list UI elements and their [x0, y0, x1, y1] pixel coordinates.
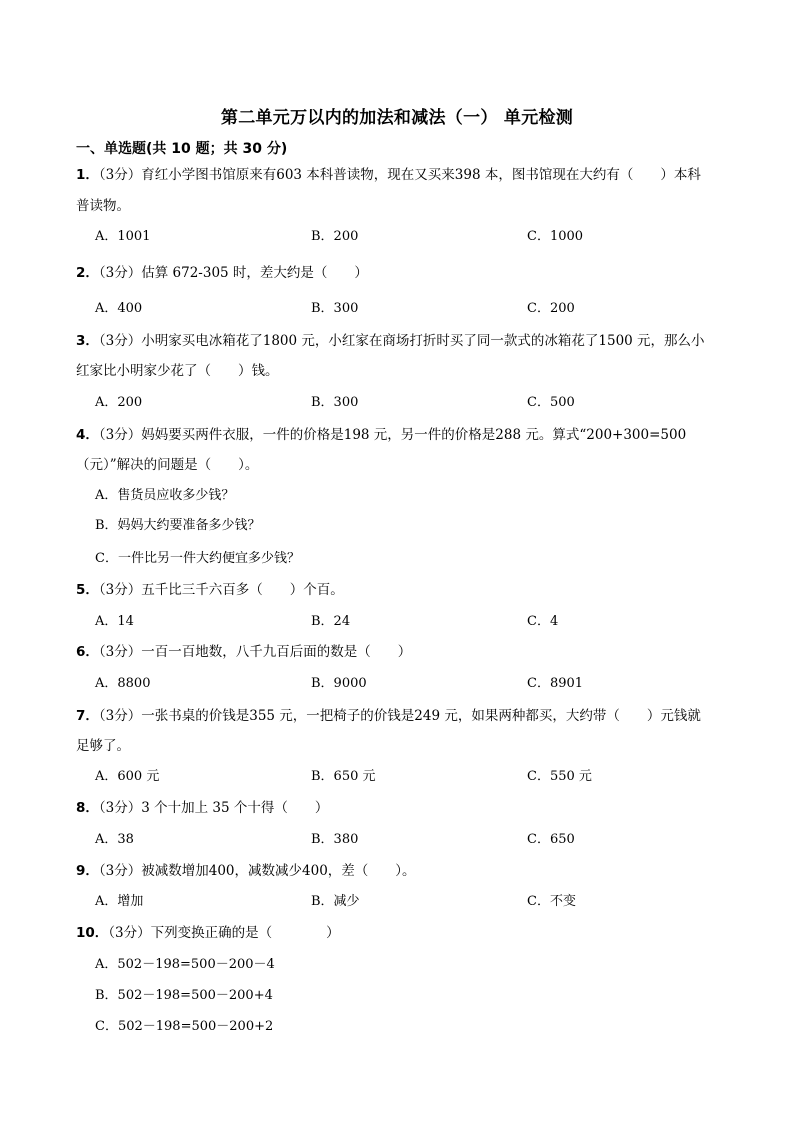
question-9-option-a: A．增加	[95, 894, 144, 909]
question-number: 4．	[76, 427, 99, 443]
question-4-line-1: 4．（3分）妈妈要买两件衣服，一件的价格是198 元，另一件的价格是288 元。算式“200+300=500	[76, 427, 687, 443]
question-number: 6．	[76, 644, 99, 660]
question-6-option-b: B．9000	[311, 676, 367, 691]
question-1-option-a: A．1001	[95, 229, 151, 244]
question-1-option-c: C．1000	[527, 229, 584, 244]
question-1-line-1: 1．（3分）育红小学图书馆原来有603 本科普读物，现在又买来398 本，图书馆现在大约有（ ）本科	[76, 167, 701, 183]
question-number: 9．	[76, 863, 99, 879]
question-5-line-1: 5．（3分）五千比三千六百多（ ）个百。	[76, 582, 344, 598]
question-4-option-a: A．售货员应收多少钱？	[95, 488, 235, 503]
question-number: 10．	[76, 925, 109, 941]
question-1-option-b: B．200	[311, 229, 359, 244]
question-9-option-b: B．减少	[311, 894, 360, 909]
question-2-option-c: C．200	[527, 301, 575, 316]
question-6-line-1: 6．（3分）一百一百地数，八千九百后面的数是（ ）	[76, 644, 412, 660]
question-number: 1．	[76, 167, 99, 183]
question-9-option-c: C．不变	[527, 894, 576, 909]
question-1-line-2: 普读物。	[76, 198, 130, 214]
question-6-option-c: C．8901	[527, 676, 584, 691]
question-4-option-c: C．一件比另一件大约便宜多少钱？	[95, 551, 300, 566]
question-3-line-2: 红家比小明家少花了（ ）钱。	[76, 363, 279, 379]
question-10-option-c: C．502－198=500－200+2	[95, 1019, 274, 1034]
question-5-option-b: B．24	[311, 614, 351, 629]
question-2-option-b: B．300	[311, 301, 359, 316]
question-number: 3．	[76, 333, 99, 349]
page-title: 第二单元万以内的加法和减法（一） 单元检测	[220, 108, 574, 128]
question-7-option-c: C．550 元	[527, 769, 592, 784]
question-7-line-2: 足够了。	[76, 738, 130, 754]
question-7-line-1: 7．（3分）一张书桌的价钱是355 元，一把椅子的价钱是249 元，如果两种都买，大约带（ ）元钱就	[76, 708, 701, 724]
question-5-option-a: A．14	[95, 614, 134, 629]
question-5-option-c: C．4	[527, 614, 559, 629]
question-number: 8．	[76, 800, 99, 816]
question-10-option-b: B．502－198=500－200+4	[95, 988, 273, 1003]
question-7-option-b: B．650 元	[311, 769, 376, 784]
question-8-option-b: B．380	[311, 832, 359, 847]
question-7-option-a: A．600 元	[95, 769, 160, 784]
question-number: 2．	[76, 265, 99, 281]
question-2-line-1: 2．（3分）估算 672-305 时，差大约是（ ）	[76, 265, 368, 281]
question-10-option-a: A．502－198=500－200－4	[95, 957, 275, 972]
question-10-line-1: 10．（3分）下列变换正确的是（ ）	[76, 925, 340, 941]
question-3-line-1: 3．（3分）小明家买电冰箱花了1800 元，小红家在商场打折时买了同一款式的冰箱花了1500 元，那么小	[76, 333, 705, 349]
question-8-option-a: A．38	[95, 832, 134, 847]
question-6-option-a: A．8800	[95, 676, 151, 691]
question-2-option-a: A．400	[95, 301, 143, 316]
question-8-option-c: C．650	[527, 832, 575, 847]
question-number: 7．	[76, 708, 99, 724]
section-heading: 一、单选题(共 10 题；共 30 分)	[76, 141, 288, 157]
question-3-option-a: A．200	[95, 395, 143, 410]
question-4-option-b: B．妈妈大约要准备多少钱？	[95, 518, 261, 533]
question-3-option-b: B．300	[311, 395, 359, 410]
question-8-line-1: 8．（3分）3 个十加上 35 个十得（ ）	[76, 800, 329, 816]
question-9-line-1: 9．（3分）被减数增加400，减数减少400，差（ ）。	[76, 863, 416, 879]
question-number: 5．	[76, 582, 99, 598]
question-3-option-c: C．500	[527, 395, 575, 410]
question-4-line-2: （元）”解决的问题是（ ）。	[76, 457, 259, 473]
